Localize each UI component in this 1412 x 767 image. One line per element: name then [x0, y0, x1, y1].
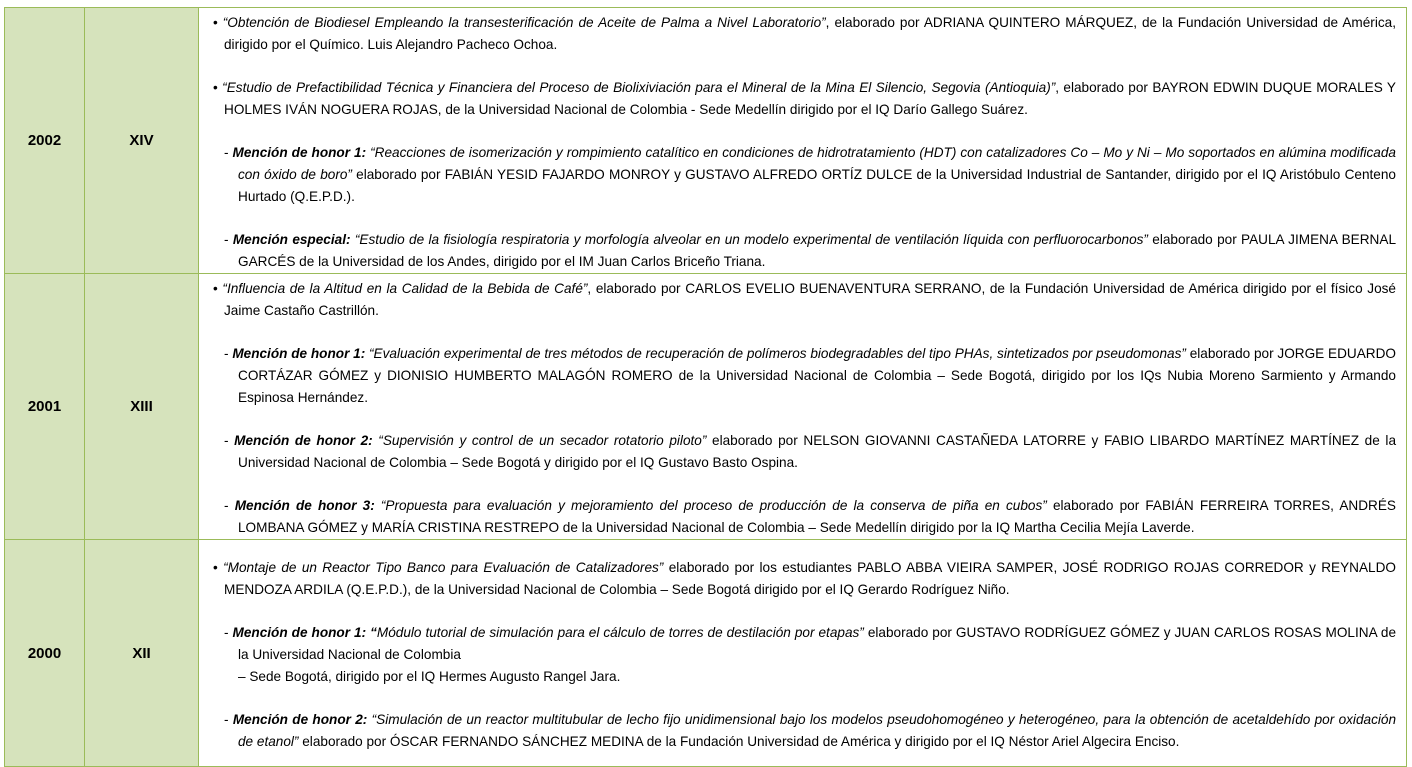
entries-cell [199, 8, 1407, 274]
list-item [213, 77, 1396, 121]
entry-title: “Montaje de un Reactor Tipo Banco para Evaluación de Catalizadores” [223, 560, 664, 575]
list-item [213, 12, 1396, 56]
entry-text: elaborado por JORGE EDUARDO CORTÁZAR GÓMEZ y DIONISIO HUMBERTO MALAGÓN ROMERO de la Universidad Nacional de Colombia – Sede Bogotá, dirigido por los IQs Nubia Moreno Sarmiento y Armando Espinosa Hernández. [238, 346, 1396, 405]
year-cell: 2001 [5, 274, 85, 540]
list-item [213, 622, 1396, 688]
bullet-marker: • [213, 15, 218, 30]
list-item [213, 557, 1396, 601]
entry-title: “Evaluación experimental de tres métodos de recuperación de polímeros biodegradables del tipo PHAs, sintetizados por pseudomonas” [369, 346, 1186, 361]
list-item [213, 430, 1396, 474]
list-item [213, 278, 1396, 322]
edition-cell: XIV [85, 8, 199, 274]
table-row [5, 8, 1407, 274]
bullet-marker: • [213, 560, 218, 575]
dash-marker: - [224, 433, 229, 448]
entry-continuation: – Sede Bogotá, dirigido por el IQ Hermes Augusto Rangel Jara. [238, 669, 621, 684]
honor-label: Mención de honor 2: [234, 433, 373, 448]
entry-text: elaborado por los estudiantes PABLO ABBA VIEIRA SAMPER, JOSÉ RODRIGO ROJAS CORREDOR y REYNALDO MENDOZA ARDILA (Q.E.P.D.), de la Universidad Nacional de Colombia – Sede Bogotá dirigido por el IQ Gerardo Rodríguez Niño. [224, 560, 1397, 597]
edition-cell: XIII [85, 274, 199, 540]
honor-label: Mención de honor 1: [232, 145, 367, 160]
entry-title: “Estudio de la fisiología respiratoria y morfología alveolar en un modelo experimental de ventilación líquida con perfluorocarbonos” [354, 232, 1148, 247]
table-row [5, 274, 1407, 540]
entry-text: , elaborado por ADRIANA QUINTERO MÁRQUEZ, de la Fundación Universidad de América, dirigido por el Químico. Luis Alejandro Pacheco Ochoa. [224, 15, 1396, 52]
list-item [213, 495, 1396, 539]
honor-label: Mención de honor 3: [234, 498, 375, 513]
entry-text: , elaborado por CARLOS EVELIO BUENAVENTURA SERRANO, de la Fundación Universidad de América dirigido por el físico José Jaime Castaño Castrillón. [224, 281, 1396, 318]
entry-title: “Influencia de la Altitud en la Calidad de la Bebida de Café” [222, 281, 588, 296]
honor-label: Mención de honor 2: [232, 712, 368, 727]
entry-title: Módulo tutorial de simulación para el cálculo de torres de destilación por etapas” [376, 625, 864, 640]
honor-label: Mención de honor 1: [232, 346, 366, 361]
entries-cell [199, 274, 1407, 540]
dash-marker: - [224, 712, 229, 727]
edition-cell: XII [85, 540, 199, 767]
entry-text: elaborado por FABIÁN FERREIRA TORRES, ANDRÉS LOMBANA GÓMEZ y MARÍA CRISTINA RESTREPO de la Universidad Nacional de Colombia – Sede Medellín dirigido por la IQ Martha Cecilia Mejía Laverde. [238, 498, 1396, 535]
year-cell: 2000 [5, 540, 85, 767]
entry-title: “Obtención de Biodiesel Empleando la transesterificación de Aceite de Palma a Nivel Laboratorio” [222, 15, 826, 30]
entry-title: “Estudio de Prefactibilidad Técnica y Financiera del Proceso de Biolixiviación para el Mineral de la Mina El Silencio, Segovia (Antioquia)” [222, 80, 1056, 95]
dash-marker: - [224, 232, 229, 247]
entry-title: “Reacciones de isomerización y rompimiento catalítico en condiciones de hidrotratamiento (HDT) con catalizadores Co – Mo y Ni – Mo soportados en alúmina modificada con óxido de boro” [238, 145, 1396, 182]
entry-title: “Simulación de un reactor multitubular de lecho fijo unidimensional bajo los modelos pseudohomogéneo y heterogéneo, para la obtención de acetaldehído por oxidación de etanol” [238, 712, 1397, 749]
list-item [213, 709, 1396, 753]
bullet-marker: • [213, 281, 218, 296]
entry-title: “Supervisión y control de un secador rotatorio piloto” [378, 433, 707, 448]
list-item [213, 229, 1396, 273]
honor-label: Mención especial: [232, 232, 351, 247]
bullet-marker: • [213, 80, 218, 95]
dash-marker: - [224, 625, 229, 640]
entry-text: elaborado por FABIÁN YESID FAJARDO MONROY y GUSTAVO ALFREDO ORTÍZ DULCE de la Universidad Industrial de Santander, dirigido por el IQ Aristóbulo Centeno Hurtado (Q.E.P.D.). [238, 167, 1396, 204]
honor-label: Mención de honor 1: “ [232, 625, 377, 640]
awards-table [4, 7, 1407, 767]
entry-text: elaborado por PAULA JIMENA BERNAL GARCÉS de la Universidad de los Andes, dirigido por el IM Juan Carlos Briceño Triana. [238, 232, 1397, 269]
entry-title: “Propuesta para evaluación y mejoramiento del proceso de producción de la conserva de piña en cubos” [380, 498, 1047, 513]
entries-cell [199, 540, 1407, 767]
list-item [213, 343, 1396, 409]
table-row [5, 540, 1407, 767]
dash-marker: - [224, 145, 229, 160]
year-cell: 2002 [5, 8, 85, 274]
entry-text: elaborado por ÓSCAR FERNANDO SÁNCHEZ MEDINA de la Fundación Universidad de América y dirigido por el IQ Néstor Ariel Algecira Enciso. [298, 734, 1180, 749]
dash-marker: - [224, 346, 229, 361]
entry-text: , elaborado por BAYRON EDWIN DUQUE MORALES Y HOLMES IVÁN NOGUERA ROJAS, de la Universidad Nacional de Colombia - Sede Medellín dirigido por el IQ Darío Gallego Suárez. [224, 80, 1397, 117]
dash-marker: - [224, 498, 229, 513]
entry-text: elaborado por GUSTAVO RODRÍGUEZ GÓMEZ y JUAN CARLOS ROSAS MOLINA de la Universidad Nacional de Colombia [238, 625, 1397, 662]
list-item [213, 142, 1396, 208]
entry-text: elaborado por NELSON GIOVANNI CASTAÑEDA LATORRE y FABIO LIBARDO MARTÍNEZ MARTÍNEZ de la Universidad Nacional de Colombia – Sede Bogotá y dirigido por el IQ Gustavo Basto Ospina. [238, 433, 1397, 470]
